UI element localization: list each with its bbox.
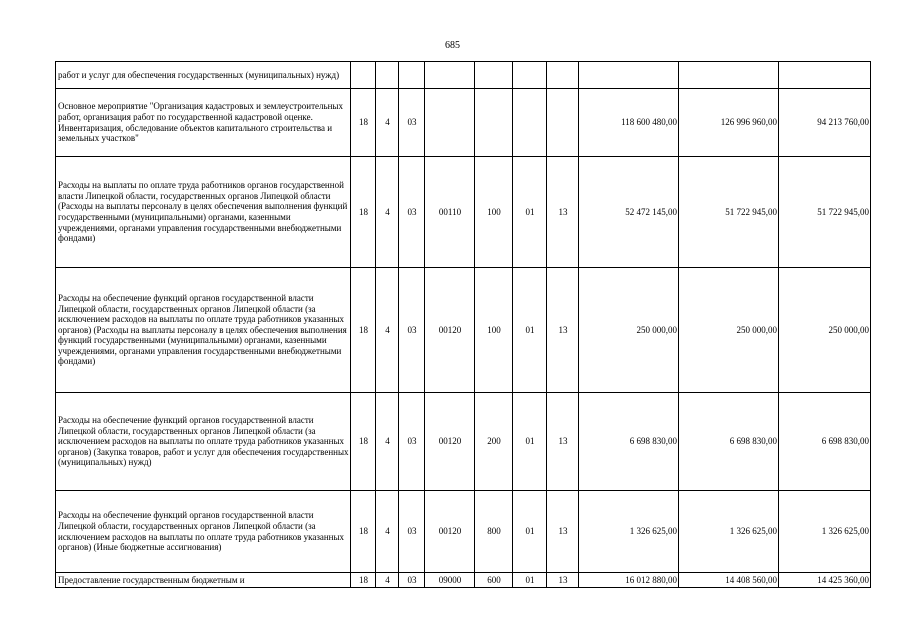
code-program: 4 — [376, 573, 399, 588]
amount-year-2: 51 722 945,00 — [679, 157, 779, 268]
code-expense-type: 800 — [475, 491, 513, 573]
amount-year-3: 250 000,00 — [779, 268, 871, 393]
code-expense-type: 200 — [475, 393, 513, 491]
code-subprogram — [399, 62, 425, 89]
amount-year-2: 126 996 960,00 — [679, 89, 779, 157]
code-program: 4 — [376, 157, 399, 268]
code-ministry: 18 — [351, 157, 376, 268]
code-section: 01 — [513, 491, 547, 573]
code-ministry: 18 — [351, 491, 376, 573]
amount-year-1: 118 600 480,00 — [579, 89, 679, 157]
code-section — [513, 62, 547, 89]
code-direction: 09000 — [425, 573, 475, 588]
code-subprogram: 03 — [399, 268, 425, 393]
row-description: Предоставление государственным бюджетным и — [56, 573, 351, 588]
code-ministry: 18 — [351, 89, 376, 157]
code-expense-type — [475, 89, 513, 157]
budget-table — [55, 61, 871, 588]
code-program: 4 — [376, 89, 399, 157]
amount-year-3: 94 213 760,00 — [779, 89, 871, 157]
row-description: Расходы на обеспечение функций органов государственной власти Липецкой области, государственных органов Липецкой области (за исключением расходов на выплаты по оплате труда работников указанных органов) (Закупка товаров, работ и услуг для обеспечения государственных (муниципальных) нужд) — [56, 393, 351, 491]
code-ministry: 18 — [351, 393, 376, 491]
amount-year-3 — [779, 62, 871, 89]
code-expense-type: 600 — [475, 573, 513, 588]
row-description: Основное мероприятие "Организация кадастровых и землеустроительных работ, организация работ по государственной кадастровой оценке. Инвентаризация, обследование объектов капитального строительства и земельных участков" — [56, 89, 351, 157]
amount-year-2 — [679, 62, 779, 89]
code-section — [513, 89, 547, 157]
code-expense-type — [475, 62, 513, 89]
table-row — [56, 62, 871, 89]
amount-year-2: 1 326 625,00 — [679, 491, 779, 573]
code-subprogram: 03 — [399, 491, 425, 573]
code-section: 01 — [513, 393, 547, 491]
code-direction: 00120 — [425, 268, 475, 393]
amount-year-3: 6 698 830,00 — [779, 393, 871, 491]
code-direction — [425, 89, 475, 157]
code-subsection: 13 — [547, 157, 579, 268]
code-program: 4 — [376, 393, 399, 491]
amount-year-3: 51 722 945,00 — [779, 157, 871, 268]
code-subprogram: 03 — [399, 157, 425, 268]
amount-year-1: 250 000,00 — [579, 268, 679, 393]
code-subsection — [547, 89, 579, 157]
table-row — [56, 89, 871, 157]
code-subsection: 13 — [547, 491, 579, 573]
code-section: 01 — [513, 573, 547, 588]
code-program — [376, 62, 399, 89]
amount-year-1: 52 472 145,00 — [579, 157, 679, 268]
code-ministry: 18 — [351, 573, 376, 588]
amount-year-1 — [579, 62, 679, 89]
code-subsection: 13 — [547, 268, 579, 393]
amount-year-2: 14 408 560,00 — [679, 573, 779, 588]
code-subprogram: 03 — [399, 393, 425, 491]
code-program: 4 — [376, 268, 399, 393]
code-subsection: 13 — [547, 573, 579, 588]
code-section: 01 — [513, 268, 547, 393]
amount-year-3: 14 425 360,00 — [779, 573, 871, 588]
code-program: 4 — [376, 491, 399, 573]
table-row — [56, 491, 871, 573]
row-description: Расходы на выплаты по оплате труда работников органов государственной власти Липецкой области, государственных органов Липецкой области (Расходы на выплаты персоналу в целях обеспечения выполнения функций государственными (муниципальными) органами, казенными учреждениями, органами управления государственными внебюджетными фондами) — [56, 157, 351, 268]
table-row — [56, 157, 871, 268]
amount-year-1: 6 698 830,00 — [579, 393, 679, 491]
code-subprogram: 03 — [399, 573, 425, 588]
code-direction: 00120 — [425, 491, 475, 573]
code-expense-type: 100 — [475, 268, 513, 393]
amount-year-1: 1 326 625,00 — [579, 491, 679, 573]
table-row — [56, 573, 871, 588]
page-number: 685 — [445, 40, 460, 51]
row-description: Расходы на обеспечение функций органов государственной власти Липецкой области, государственных органов Липецкой области (за исключением расходов на выплаты по оплате труда работников указанных органов) (Иные бюджетные ассигнования) — [56, 491, 351, 573]
code-ministry: 18 — [351, 268, 376, 393]
amount-year-1: 16 012 880,00 — [579, 573, 679, 588]
code-subsection: 13 — [547, 393, 579, 491]
code-subprogram: 03 — [399, 89, 425, 157]
amount-year-3: 1 326 625,00 — [779, 491, 871, 573]
code-subsection — [547, 62, 579, 89]
code-expense-type: 100 — [475, 157, 513, 268]
code-section: 01 — [513, 157, 547, 268]
code-direction: 00120 — [425, 393, 475, 491]
row-description: работ и услуг для обеспечения государственных (муниципальных) нужд) — [56, 62, 351, 89]
code-direction: 00110 — [425, 157, 475, 268]
code-direction — [425, 62, 475, 89]
amount-year-2: 250 000,00 — [679, 268, 779, 393]
table-row — [56, 393, 871, 491]
amount-year-2: 6 698 830,00 — [679, 393, 779, 491]
row-description: Расходы на обеспечение функций органов государственной власти Липецкой области, государственных органов Липецкой области (за исключением расходов на выплаты по оплате труда работников указанных органов) (Расходы на выплаты персоналу в целях обеспечения выполнения функций государственными (муниципальными) органами, казенными учреждениями, органами управления государственными внебюджетными фондами) — [56, 268, 351, 393]
table-row — [56, 268, 871, 393]
code-ministry — [351, 62, 376, 89]
